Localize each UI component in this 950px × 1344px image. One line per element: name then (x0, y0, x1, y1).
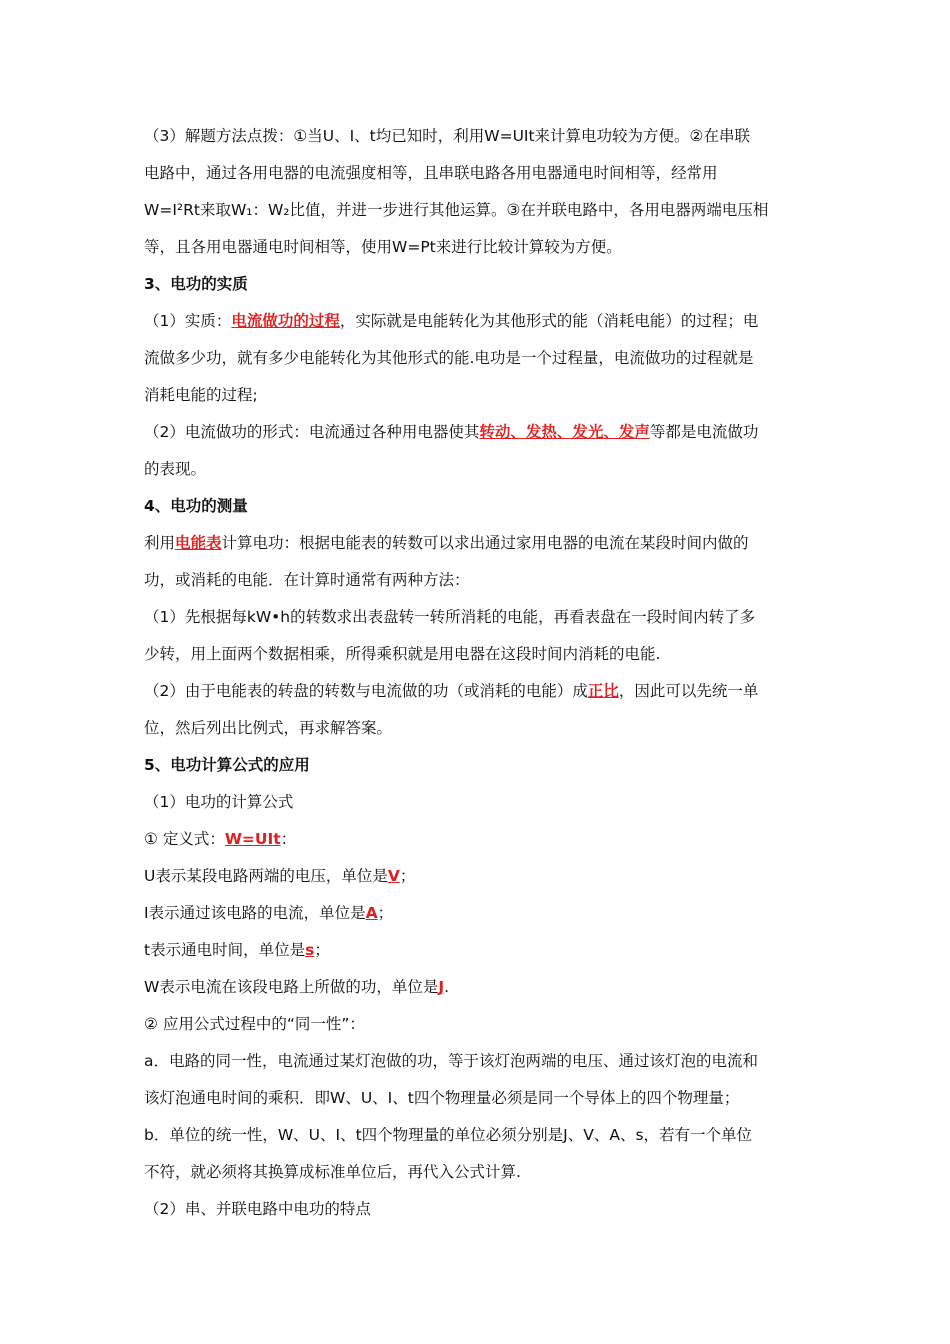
text-line (144, 525, 814, 562)
highlighted-term: 转动、发热、发光、发声 (479, 423, 650, 441)
text-run: ② 应用公式过程中的“同一性”： (144, 1015, 365, 1033)
text-run: 4、电功的测量 (144, 497, 248, 515)
text-run: 计算电功：根据电能表的转数可以求出通过家用电器的电流在某段时间内做的 (221, 534, 749, 552)
text-run: ，实际就是电能转化为其他形式的能（消耗电能）的过程；电 (339, 312, 759, 330)
text-run: ，因此可以先统一单 (618, 682, 759, 700)
text-line (144, 932, 814, 969)
text-line (144, 895, 814, 932)
highlighted-term: 电能表 (175, 534, 222, 552)
text-line (144, 1154, 814, 1191)
text-run: 少转，用上面两个数据相乘，所得乘积就是用电器在这段时间内消耗的电能. (144, 645, 661, 663)
text-run: ： (280, 830, 297, 848)
text-run: （3）解题方法点拨：①当U、I、t均已知时，利用W=UIt来计算电功较为方便。②在串联 (144, 127, 750, 145)
text-run: W=I²Rt来取W₁：W₂比值，并进一步进行其他运算。③在并联电路中，各用电器两端电压相 (144, 201, 769, 219)
text-line (144, 784, 814, 821)
text-line (144, 858, 814, 895)
text-run: 不符，就必须将其换算成标准单位后，再代入公式计算. (144, 1163, 521, 1181)
document-page (144, 118, 814, 1228)
text-run: 的表现。 (144, 460, 207, 478)
text-line (144, 377, 814, 414)
text-run: （2）由于电能表的转盘的转数与电流做的功（或消耗的电能）成 (144, 682, 588, 700)
text-line (144, 636, 814, 673)
text-line (144, 192, 814, 229)
text-run: a．电路的同一性，电流通过某灯泡做的功，等于该灯泡两端的电压、通过该灯泡的电流和 (144, 1052, 759, 1070)
highlighted-term: 正比 (587, 682, 619, 700)
text-run: ； (377, 904, 394, 922)
text-line (144, 1043, 814, 1080)
text-line (144, 229, 814, 266)
highlighted-term: V (387, 867, 400, 885)
text-run: b．单位的统一性，W、U、I、t四个物理量的单位必须分别是J、V、A、s，若有一个单位 (144, 1126, 753, 1144)
text-line (144, 303, 814, 340)
text-run: I表示通过该电路的电流，单位是 (144, 904, 366, 922)
text-run: . (444, 978, 450, 996)
text-run: 3、电功的实质 (144, 275, 248, 293)
text-line (144, 155, 814, 192)
text-run: 等都是电流做功 (649, 423, 759, 441)
text-run: 位，然后列出比例式，再求解答案。 (144, 719, 393, 737)
text-line (144, 1080, 814, 1117)
text-line (144, 340, 814, 377)
text-run: （1）先根据每kW•h的转数求出表盘转一转所消耗的电能，再看表盘在一段时间内转了多 (144, 608, 756, 626)
text-run: 功，或消耗的电能．在计算时通常有两种方法： (144, 571, 470, 589)
text-run: 5、电功计算公式的应用 (144, 756, 310, 774)
text-run: 电路中，通过各用电器的电流强度相等，且串联电路各用电器通电时间相等，经常用 (144, 164, 718, 182)
text-run: （1）实质： (144, 312, 232, 330)
text-line (144, 673, 814, 710)
section-heading (144, 747, 814, 784)
text-line (144, 821, 814, 858)
text-line (144, 118, 814, 155)
text-run: ① 定义式： (144, 830, 225, 848)
text-run: 等，且各用电器通电时间相等，使用W=Pt来进行比较计算较为方便。 (144, 238, 622, 256)
text-run: ； (314, 941, 330, 959)
highlighted-term: A (365, 904, 378, 922)
highlighted-term: W=UIt (224, 830, 281, 848)
text-run: W表示电流在该段电路上所做的功，单位是 (144, 978, 439, 996)
text-run: t表示通电时间，单位是 (144, 941, 306, 959)
text-line (144, 451, 814, 488)
text-line (144, 414, 814, 451)
text-run: ； (399, 867, 416, 885)
text-line (144, 969, 814, 1006)
text-line (144, 1006, 814, 1043)
text-run: 利用 (144, 534, 176, 552)
text-run: （2）电流做功的形式：电流通过各种用电器使其 (144, 423, 480, 441)
text-line (144, 1117, 814, 1154)
text-run: 消耗电能的过程; (144, 386, 258, 404)
text-run: （2）串、并联电路中电功的特点 (144, 1200, 371, 1218)
text-line (144, 710, 814, 747)
highlighted-term: J (438, 978, 445, 996)
highlighted-term: s (305, 941, 315, 959)
highlighted-term: 电流做功的过程 (231, 312, 340, 330)
text-run: U表示某段电路两端的电压，单位是 (144, 867, 388, 885)
text-run: （1）电功的计算公式 (144, 793, 294, 811)
text-line (144, 1191, 814, 1228)
text-run: 流做多少功，就有多少电能转化为其他形式的能.电功是一个过程量，电流做功的过程就是 (144, 349, 754, 367)
text-line (144, 599, 814, 636)
section-heading (144, 488, 814, 525)
section-heading (144, 266, 814, 303)
text-line (144, 562, 814, 599)
text-run: 该灯泡通电时间的乘积．即W、U、I、t四个物理量必须是同一个导体上的四个物理量； (144, 1089, 740, 1107)
